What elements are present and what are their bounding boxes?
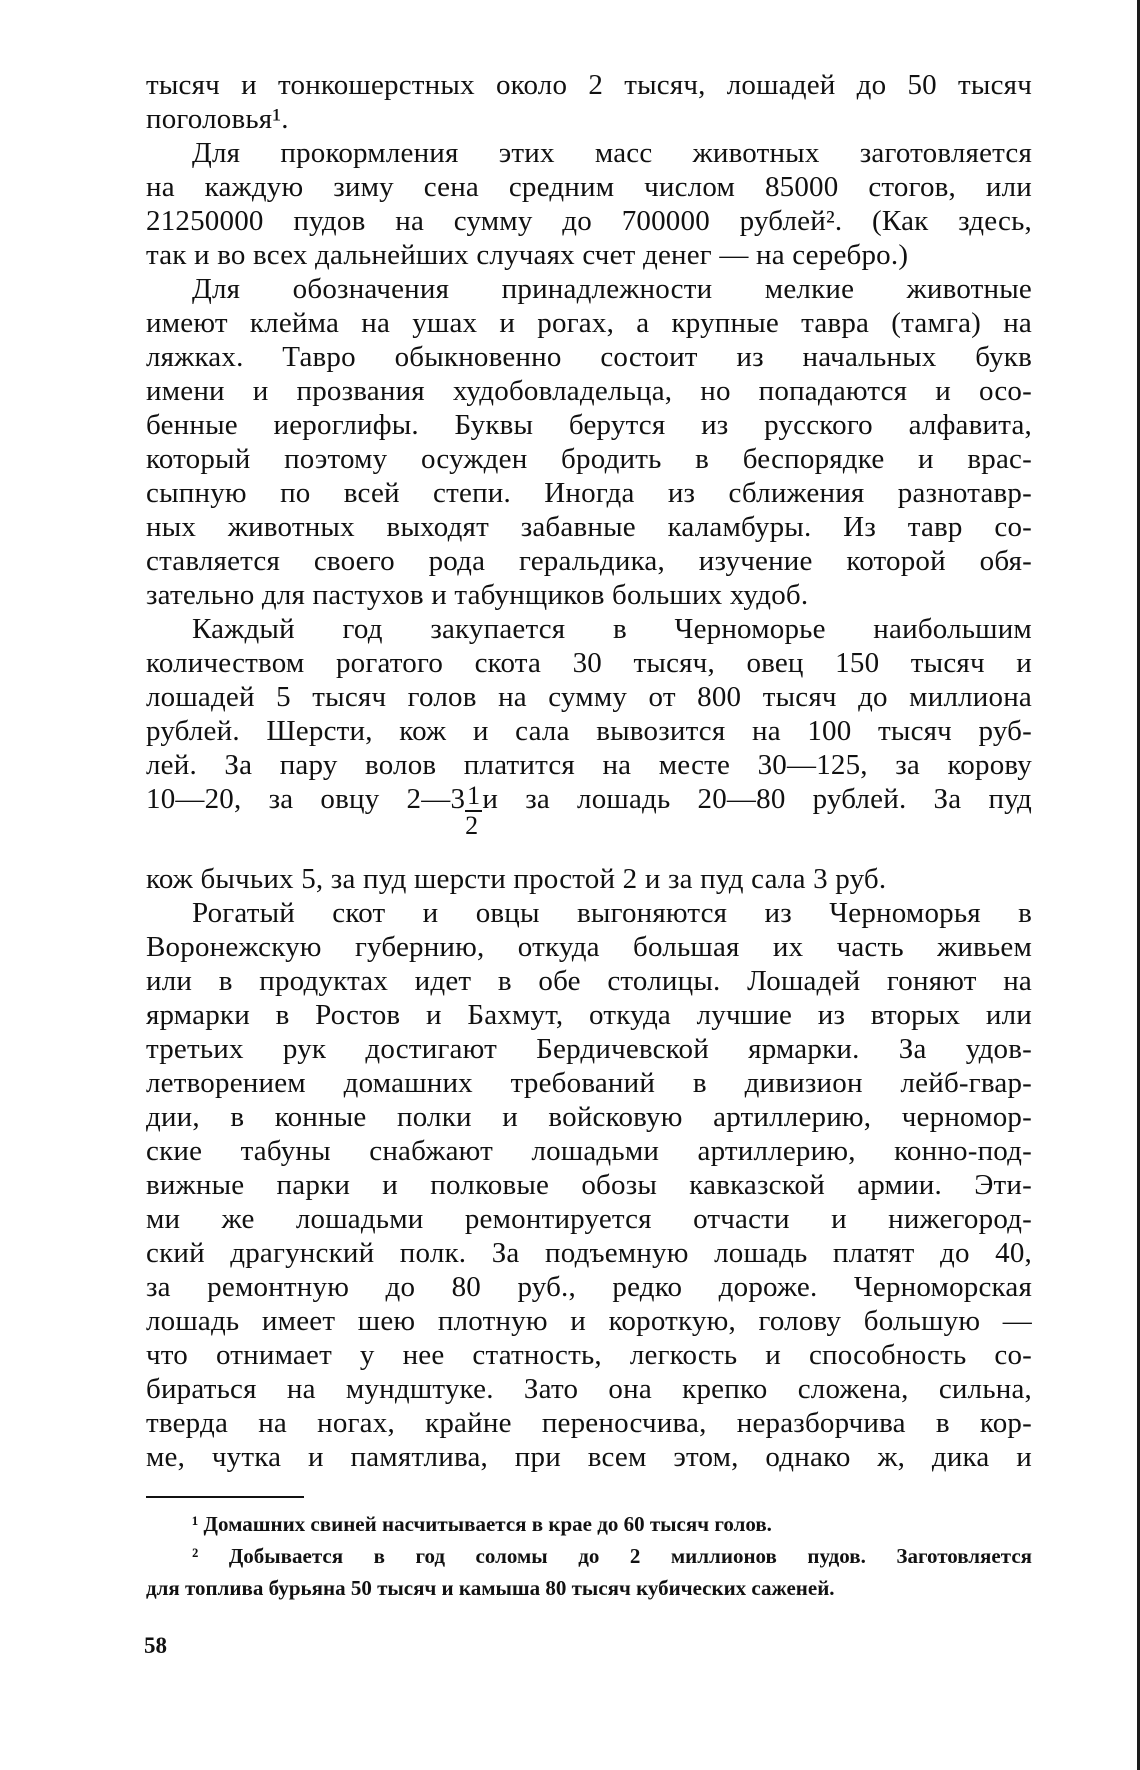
text-line: количеством рогатого скота 30 тысяч, овец 150 тысяч и <box>146 647 1032 679</box>
text-line: вижные парки и полковые обозы кавказской армии. Эти- <box>146 1169 1032 1201</box>
fraction-line-after: и за лошадь 20—80 рублей. За пуд <box>482 783 1032 815</box>
text-line: поголовья¹. <box>146 103 289 135</box>
footnotes <box>146 1508 1032 1604</box>
text-line: имеют клейма на ушах и рогах, а крупные тавра (тамга) на <box>146 307 1032 339</box>
page-number: 58 <box>144 1633 167 1658</box>
text-line: или в продуктах идет в обе столицы. Лошадей гоняют на <box>146 965 1032 997</box>
text-line: на каждую зиму сена средним числом 85000 стогов, или <box>146 171 1032 203</box>
fraction-denominator: 2 <box>465 811 479 840</box>
text-line: дии, в конные полки и войсковую артиллерию, черномор- <box>146 1101 1032 1133</box>
text-line: ставляется своего рода геральдика, изучение которой обя- <box>146 545 1032 577</box>
text-line: Каждый год закупается в Черноморье наибольшим <box>192 613 1032 645</box>
text-line: имени и прозвания худобовладельца, но попадаются и осо- <box>146 375 1032 407</box>
text-line: лошадь имеет шею плотную и короткую, голову большую — <box>146 1305 1032 1337</box>
text-line: ярмарки в Ростов и Бахмут, откуда лучшие из вторых или <box>146 999 1032 1031</box>
text-line: ных животных выходят забавные каламбуры. Из тавр со- <box>146 511 1032 543</box>
text-line: за ремонтную до 80 руб., редко дороже. Черноморская <box>146 1271 1032 1303</box>
main-text <box>146 68 1032 1474</box>
text-line: тысяч и тонкошерстных около 2 тысяч, лошадей до 50 тысяч <box>146 69 1032 101</box>
text-line: так и во всех дальнейших случаях счет денег — на серебро.) <box>146 239 909 271</box>
text-line: кож бычьих 5, за пуд шерсти простой 2 и за пуд сала 3 руб. <box>146 863 887 895</box>
text-line: ме, чутка и памятлива, при всем этом, однако ж, дика и <box>146 1441 1032 1473</box>
footnote: ² Добывается в год соломы до 2 миллионов пудов. Заготовляется <box>192 1544 1032 1568</box>
text-line: который поэтому осужден бродить в беспорядке и врас- <box>146 443 1032 475</box>
text-line: зательно для пастухов и табунщиков больших худоб. <box>146 579 809 611</box>
text-line: бираться на мундштуке. Зато она крепко сложена, сильна, <box>146 1373 1032 1405</box>
text-line: ский драгунский полк. За подъемную лошадь платят до 40, <box>146 1237 1032 1269</box>
fraction <box>465 782 482 840</box>
text-line: 21250000 пудов на сумму до 700000 рублей². (Как здесь, <box>146 205 1032 237</box>
text-line: что отнимает у нее статность, легкость и способность со- <box>146 1339 1032 1371</box>
text-line: ми же лошадьми ремонтируется отчасти и нижегород- <box>146 1203 1032 1235</box>
text-line: Для обозначения принадлежности мелкие животные <box>192 273 1032 305</box>
text-line: ские табуны снабжают лошадьми артиллерию, конно-под- <box>146 1135 1032 1167</box>
text-line: третьих рук достигают Бердичевской ярмарки. За удов- <box>146 1033 1032 1065</box>
text-line: Воронежскую губернию, откуда большая их часть живьем <box>146 931 1032 963</box>
text-line: ляжках. Тавро обыкновенно состоит из начальных букв <box>146 341 1032 373</box>
fraction-line <box>146 782 1032 862</box>
fraction-numerator: 1 <box>467 781 481 810</box>
text-line: лей. За пару волов платится на месте 30—125, за корову <box>146 749 1032 781</box>
footnote-divider <box>146 1496 304 1498</box>
text-line: тверда на ногах, крайне переносчива, неразборчива в кор- <box>146 1407 1032 1439</box>
footnote: ¹ Домашних свиней насчитывается в крае до 60 тысяч голов. <box>192 1512 772 1536</box>
text-line: летворением домашних требований в дивизион лейб-гвар- <box>146 1067 1032 1099</box>
text-line: Для прокормления этих масс животных заготовляется <box>192 137 1032 169</box>
text-line: Рогатый скот и овцы выгоняются из Черноморья в <box>192 897 1032 929</box>
text-line: рублей. Шерсти, кож и сала вывозится на 100 тысяч руб- <box>146 715 1032 747</box>
fraction-line-before: 10—20, за овцу 2—3 <box>146 783 466 815</box>
text-line: сыпную по всей степи. Иногда из сближения разнотавр- <box>146 477 1032 509</box>
text-line: лошадей 5 тысяч голов на сумму от 800 тысяч до миллиона <box>146 681 1032 713</box>
text-line: бенные иероглифы. Буквы берутся из русского алфавита, <box>146 409 1032 441</box>
footnote-continuation: для топлива бурьяна 50 тысяч и камыша 80 тысяч кубических саженей. <box>146 1576 835 1600</box>
